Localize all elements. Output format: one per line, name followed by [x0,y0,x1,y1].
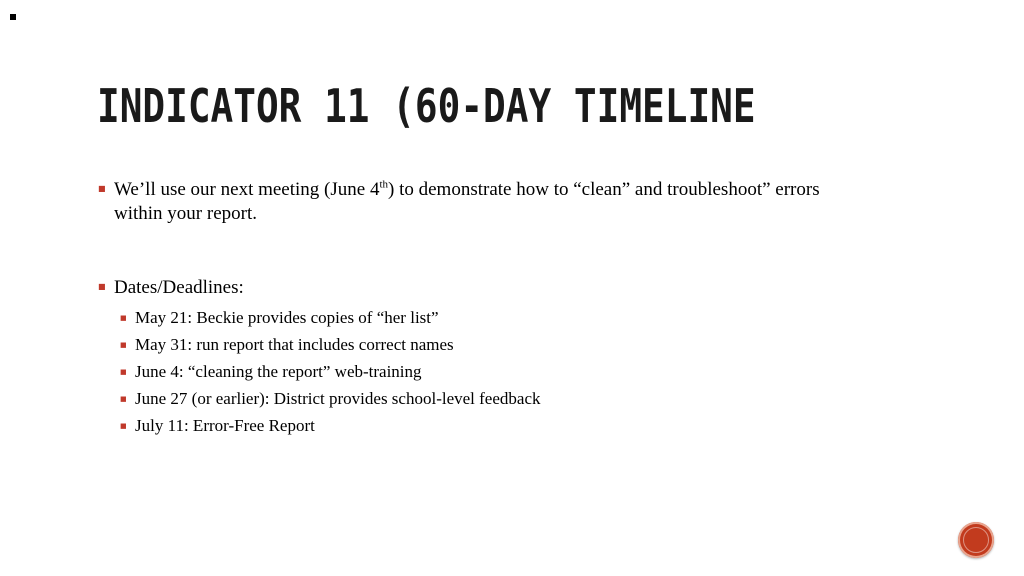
deadline-item-text: June 4: “cleaning the report” web-training [135,362,422,381]
deadline-item-text: June 27 (or earlier): District provides school-level feedback [135,389,541,408]
square-bullet-icon: ■ [120,314,127,322]
deadline-item-text: May 21: Beckie provides copies of “her list” [135,308,439,327]
square-bullet-icon: ■ [98,184,106,193]
square-bullet-icon: ■ [120,422,127,430]
deadline-item-text: May 31: run report that includes correct names [135,335,454,354]
square-bullet-icon: ■ [120,395,127,403]
bullet-meeting [98,178,858,226]
slide-content [98,178,858,439]
bullet-meeting-superscript: th [379,178,389,191]
corner-accent [10,14,16,20]
slide-title: INDICATOR 11 (60-DAY TIMELINE [97,79,756,133]
deadline-item [120,412,858,439]
square-bullet-icon: ■ [120,341,127,349]
deadline-item [120,331,858,358]
square-bullet-icon: ■ [98,282,106,291]
bullet-dates-text: Dates/Deadlines: [114,277,244,298]
deadline-item [120,358,858,385]
deadline-item [120,304,858,331]
slide-nav-button-icon[interactable] [958,522,994,558]
deadline-list [98,304,858,439]
deadline-item [120,385,858,412]
bullet-dates [98,276,858,300]
bullet-meeting-text-after: ) to demonstrate how to “clean” and troubleshoot” errors within your report. [114,179,820,224]
nav-button-ring [963,527,989,553]
bullet-meeting-text-before: We’ll use our next meeting (June 4 [114,179,380,200]
deadline-item-text: July 11: Error-Free Report [135,416,315,435]
square-bullet-icon: ■ [120,368,127,376]
